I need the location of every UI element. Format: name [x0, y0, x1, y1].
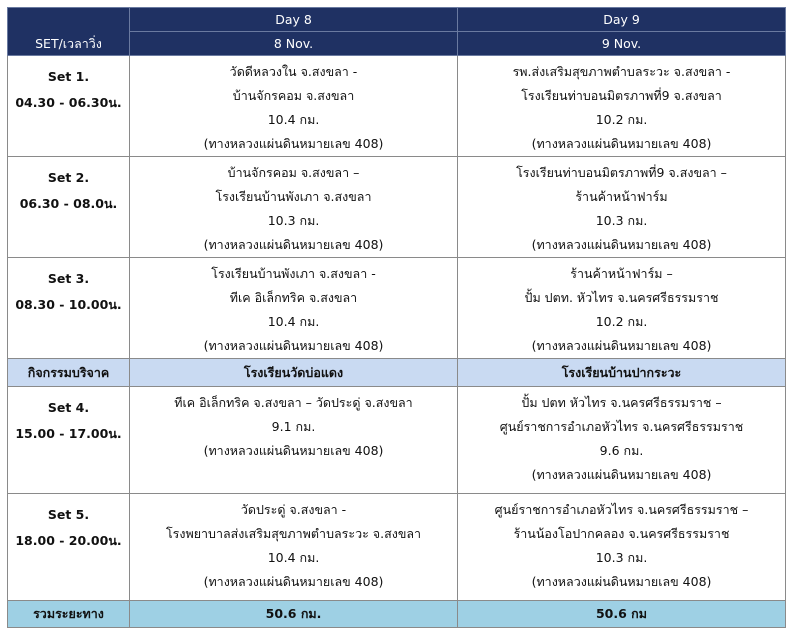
day9-route-cell [458, 258, 786, 359]
day9-route-cell [458, 494, 786, 601]
set-label-cell [8, 56, 130, 157]
set-row-3 [8, 258, 786, 359]
set-row-5 [8, 494, 786, 601]
set-label-cell [8, 387, 130, 494]
header-day8: Day 8 [130, 8, 458, 32]
set-name: Set 1. [47, 69, 90, 84]
header-row-days [8, 8, 786, 32]
day8-route-cell [130, 157, 458, 258]
set-time: 18.00 - 20.00น. [15, 533, 122, 548]
header-set-time [8, 8, 130, 56]
route-line: ทีเค อิเล็กทริค จ.สงขลา – วัดประดู่ จ.สงขลา [174, 395, 413, 410]
route-line: โรงเรียนบ้านพังเภา จ.สงขลา - [211, 266, 376, 281]
route-line: โรงเรียนบ้านพังเภา จ.สงขลา [215, 189, 372, 204]
set-time: 08.30 - 10.00น. [15, 297, 122, 312]
set-label-cell [8, 258, 130, 359]
route-distance: 10.3 กม. [267, 213, 320, 228]
route-distance: 10.2 กม. [595, 112, 648, 127]
header-set-time-label: SET/เวลาวิ่ง [35, 36, 102, 51]
set-name: Set 4. [47, 400, 90, 415]
route-highway: (ทางหลวงแผ่นดินหมายเลข 408) [203, 338, 384, 353]
route-line: ปั้ม ปตท หัวไทร จ.นครศรีธรรมราช – [521, 395, 722, 410]
set-name: Set 2. [47, 170, 90, 185]
route-line: วัดประดู่ จ.สงขลา - [240, 502, 347, 517]
header-date9: 9 Nov. [458, 32, 786, 56]
route-line: ทีเค อิเล็กทริค จ.สงขลา [229, 290, 358, 305]
total-distance-row [8, 601, 786, 628]
set-row-4 [8, 387, 786, 494]
route-distance: 10.3 กม. [595, 550, 648, 565]
route-highway: (ทางหลวงแผ่นดินหมายเลข 408) [531, 338, 712, 353]
route-line: บ้านจักรคอม จ.สงขลา [232, 88, 355, 103]
total-day8: 50.6 กม. [130, 601, 458, 628]
day8-route-cell [130, 258, 458, 359]
run-schedule-table [7, 7, 786, 628]
header-day9: Day 9 [458, 8, 786, 32]
route-line: รพ.ส่งเสริมสุขภาพตำบลระวะ จ.สงขลา - [512, 64, 731, 79]
day8-route-cell [130, 494, 458, 601]
set-name: Set 5. [47, 507, 90, 522]
total-day9: 50.6 กม [458, 601, 786, 628]
day9-route-cell [458, 56, 786, 157]
set-time: 15.00 - 17.00น. [15, 426, 122, 441]
route-distance: 10.4 กม. [267, 314, 320, 329]
route-highway: (ทางหลวงแผ่นดินหมายเลข 408) [531, 237, 712, 252]
set-row-2 [8, 157, 786, 258]
donation-activity-row [8, 359, 786, 387]
set-name: Set 3. [47, 271, 90, 286]
route-distance: 10.4 กม. [267, 550, 320, 565]
route-distance: 9.6 กม. [599, 443, 644, 458]
total-label: รวมระยะทาง [8, 601, 130, 628]
route-line: ร้านค้าหน้าฟาร์ม – [570, 266, 673, 281]
route-distance: 10.2 กม. [595, 314, 648, 329]
set-time: 06.30 - 08.0น. [19, 196, 118, 211]
day8-route-cell [130, 56, 458, 157]
route-distance: 9.1 กม. [271, 419, 316, 434]
route-line: โรงเรียนท่าบอนมิตรภาพที่9 จ.สงขลา – [516, 165, 727, 180]
route-highway: (ทางหลวงแผ่นดินหมายเลข 408) [531, 467, 712, 482]
route-highway: (ทางหลวงแผ่นดินหมายเลข 408) [531, 574, 712, 589]
activity-day9: โรงเรียนบ้านปากระวะ [458, 359, 786, 387]
set-label-cell [8, 494, 130, 601]
route-distance: 10.4 กม. [267, 112, 320, 127]
route-line: บ้านจักรคอม จ.สงขลา – [227, 165, 360, 180]
day8-route-cell [130, 387, 458, 494]
route-line: ศูนย์ราชการอำเภอหัวไทร จ.นครศรีธรรมราช [499, 419, 744, 434]
day9-route-cell [458, 157, 786, 258]
route-line: ร้านน้องโอปากคลอง จ.นครศรีธรรมราช [513, 526, 730, 541]
route-line: ศูนย์ราชการอำเภอหัวไทร จ.นครศรีธรรมราช – [494, 502, 749, 517]
schedule-table-wrapper [7, 7, 785, 628]
activity-label: กิจกรรมบริจาค [8, 359, 130, 387]
route-highway: (ทางหลวงแผ่นดินหมายเลข 408) [203, 136, 384, 151]
header-date8: 8 Nov. [130, 32, 458, 56]
route-distance: 10.3 กม. [595, 213, 648, 228]
set-time: 04.30 - 06.30น. [15, 95, 122, 110]
activity-day8: โรงเรียนวัดบ่อแดง [130, 359, 458, 387]
route-line: วัดดีหลวงใน จ.สงขลา - [229, 64, 358, 79]
set-row-1 [8, 56, 786, 157]
route-line: โรงพยาบาลส่งเสริมสุขภาพตำบลระวะ จ.สงขลา [165, 526, 422, 541]
route-line: ร้านค้าหน้าฟาร์ม [575, 189, 668, 204]
route-line: โรงเรียนท่าบอนมิตรภาพที่9 จ.สงขลา [521, 88, 722, 103]
route-highway: (ทางหลวงแผ่นดินหมายเลข 408) [203, 574, 384, 589]
route-highway: (ทางหลวงแผ่นดินหมายเลข 408) [203, 443, 384, 458]
route-line: ปั้ม ปตท. หัวไทร จ.นครศรีธรรมราช [524, 290, 719, 305]
route-highway: (ทางหลวงแผ่นดินหมายเลข 408) [531, 136, 712, 151]
day9-route-cell [458, 387, 786, 494]
set-label-cell [8, 157, 130, 258]
route-highway: (ทางหลวงแผ่นดินหมายเลข 408) [203, 237, 384, 252]
